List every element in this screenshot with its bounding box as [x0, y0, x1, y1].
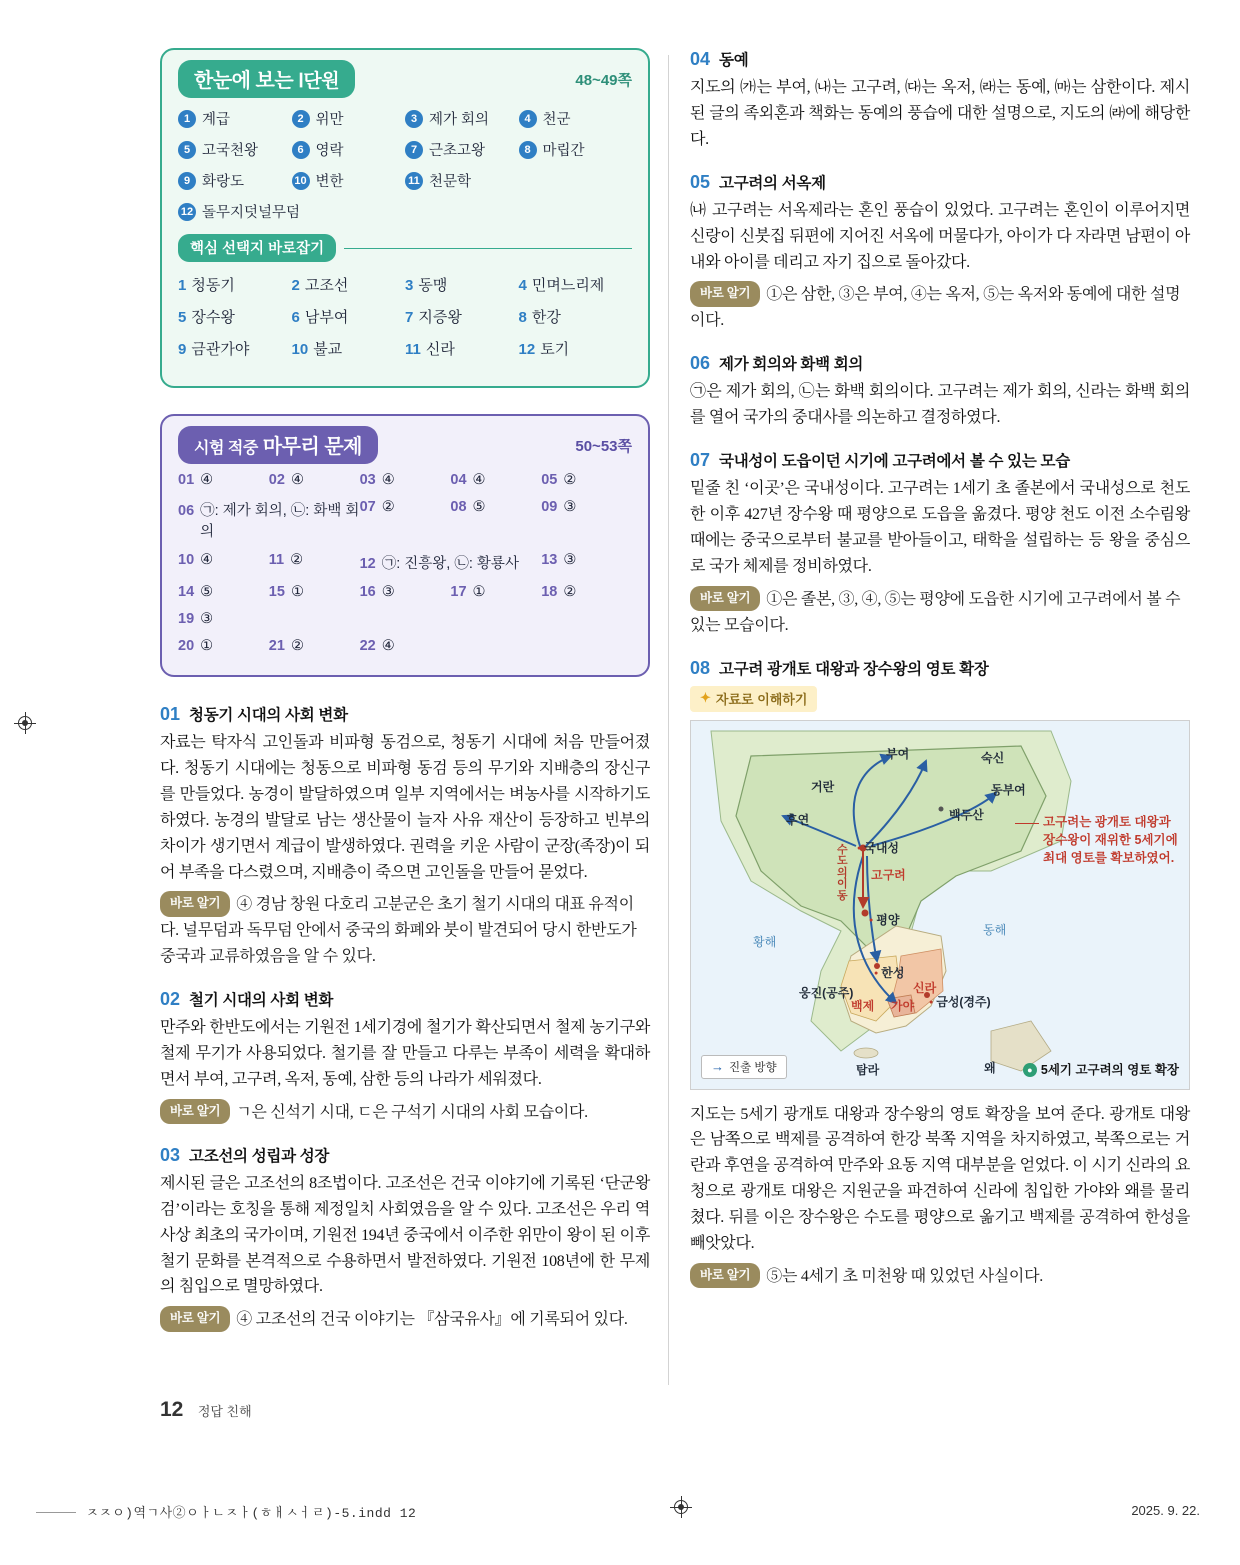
explanation-06: [690, 352, 1190, 431]
term-label: 제가 회의: [429, 112, 490, 128]
note-badge: 바로 알기: [160, 891, 230, 916]
key-choice-label: 토기: [540, 341, 570, 358]
key-choice-number: 10: [291, 341, 309, 358]
explanation-02: [160, 988, 650, 1126]
answer-question-number: 01: [178, 472, 195, 488]
summary-term: [292, 108, 406, 129]
answers-row: [178, 552, 632, 584]
registration-mark-left: [14, 712, 36, 734]
term-number: 6: [292, 141, 310, 159]
explanation-note: [160, 1306, 650, 1333]
answer-cell: [541, 472, 632, 488]
explanation-header: [160, 988, 650, 1010]
map-annotation-text: 고구려는 광개토 대왕과 장수왕이 재위한 5세기에 최대 영토를 확보하였어.: [1043, 814, 1178, 865]
explanation-body: ㉠은 제가 회의, ㉡는 화백 회의이다. 고구려는 제가 회의, 신라는 화백 회의를 열어 국가의 중대사를 의논하고 결정하였다.: [690, 383, 1190, 427]
summary-term: [405, 139, 519, 160]
answer-question-number: 13: [541, 552, 558, 568]
summary-box-title: [178, 60, 355, 98]
answer-question-number: 07: [359, 499, 376, 515]
explanation-number: 07: [690, 450, 711, 471]
term-number: 5: [178, 141, 196, 159]
explanation-header: [690, 449, 1190, 471]
summary-term: [519, 139, 633, 160]
answer-value: ㉠: 제가 회의, ㉡: 화백 회의: [200, 503, 360, 540]
summary-title-text: 한눈에 보는: [194, 70, 294, 92]
summary-term: [405, 170, 519, 191]
explanation-note: [690, 586, 1190, 639]
explanation-body: 만주와 한반도에서는 기원전 1세기경에 철기가 확산되면서 철제 농기구와 철제 무기가 사용되었다. 철기를 잘 만들고 다루는 부족이 세력을 확대하면서 부여, 고구려, 옥저, 동예, 삼한 등의 나라가 세워졌다.: [160, 1019, 650, 1088]
map-place-label: 백제: [851, 998, 875, 1013]
key-choice-item: [405, 338, 519, 359]
answer-value: ①: [472, 584, 486, 600]
answer-question-number: 02: [268, 472, 285, 488]
note-text: ㄱ은 신석기 시대, ㄷ은 구석기 시대의 사회 모습이다.: [236, 1103, 588, 1121]
answer-cell: [360, 472, 451, 488]
term-label: 위만: [315, 112, 344, 128]
map-place-label: 탐라: [856, 1062, 880, 1077]
key-choice-item: [292, 338, 406, 359]
note-badge: 바로 알기: [690, 281, 760, 306]
explanation-08: [690, 657, 1190, 1290]
key-choice-item: [519, 274, 633, 295]
answers-box-pages: 50~53쪽: [575, 437, 632, 455]
answer-question-number: 06: [178, 503, 195, 519]
note-text: ①은 졸본, ③, ④, ⑤는 평양에 도읍한 시기에 고구려에서 볼 수 있는 모습이다.: [690, 590, 1181, 634]
map-caption-text: 5세기 고구려의 영토 확장: [1040, 1062, 1179, 1077]
answer-question-number: 19: [178, 611, 195, 627]
term-label: 계급: [202, 112, 231, 128]
explanation-number: 04: [690, 49, 711, 69]
note-badge: 바로 알기: [160, 1306, 230, 1331]
explanation-body: ㈏ 고구려는 서옥제라는 혼인 풍습이 있었다. 고구려는 혼인이 이루어지면 신랑이 신붓집 뒤편에 지어진 서옥에 머물다가, 아이가 다 자라면 남편이 아내와 아이를 데리고 자기 집으로 돌아갔다.: [690, 201, 1190, 271]
explanation-title: 철기 시대의 사회 변화: [189, 992, 334, 1010]
key-choice-number: 8: [518, 309, 527, 326]
note-badge: 바로 알기: [690, 1263, 760, 1288]
key-choice-item: [178, 274, 292, 295]
note-text: ①은 삼한, ③은 부여, ④는 옥저, ⑤는 옥저와 동예에 대한 설명이다.: [690, 286, 1181, 330]
answer-question-number: 22: [359, 638, 376, 654]
answer-cell: [360, 552, 542, 573]
answer-value: ④: [200, 552, 214, 568]
key-choice-label: 남부여: [304, 309, 349, 326]
explanation-body: 지도의 ㈎는 부여, ㈏는 고구려, ㈐는 옥저, ㈑는 동예, ㈒는 삼한이다. 제시된 글의 족외혼과 책화는 동예의 풍습에 대한 설명으로, 지도의 ㈑에 해당한다.: [690, 79, 1190, 148]
map-place-label: 후연: [786, 812, 810, 827]
answer-cell: [450, 472, 541, 488]
summary-title-unit: Ⅰ단원: [298, 71, 340, 92]
answer-cell: [450, 499, 541, 541]
key-choice-label: 장수왕: [191, 309, 235, 326]
answer-cell: [541, 552, 632, 573]
key-choices-list: [178, 274, 632, 370]
key-choice-item: [292, 274, 406, 295]
answer-cell: [269, 472, 360, 488]
explanation-body: 자료는 탁자식 고인돌과 비파형 동검으로, 청동기 시대에 처음 만들어졌다. 청동기 시대에는 청동으로 비파형 동검 등의 무기와 지배층의 장신구를 만들었다. 농경이 발달하였으며 일부 지역에서는 벼농사를 시작하기도 하였다. 농경의 발달로 남는 생산물이 늘자 사유 재산이 등장하고 빈부의 차이가 생기면서 계급이 발생하였다. 권력을 키운 사람이 군장(족장)이 되어 부족을 다스렸으며, 지배층이 죽으면 고인돌을 만들어 묻었다.: [160, 734, 650, 881]
map-sea-label: 황해: [753, 934, 777, 949]
explanation-04: [690, 48, 1190, 153]
answers-box-title: [178, 426, 378, 464]
summary-term: [178, 201, 405, 222]
key-choice-label: 지증왕: [418, 309, 462, 326]
key-choice-item: [178, 338, 292, 359]
answer-value: ①: [290, 584, 304, 600]
answer-value: ④: [290, 472, 304, 488]
answer-value: ②: [563, 584, 577, 600]
explanation-title: 국내성이 도읍이던 시기에 고구려에서 볼 수 있는 모습: [719, 453, 1070, 471]
note-text: ④ 고조선의 건국 이야기는 『삼국유사』에 기록되어 있다.: [236, 1311, 628, 1329]
star-icon: ✦: [700, 690, 711, 705]
term-number: 8: [519, 141, 537, 159]
term-number: 2: [292, 110, 310, 128]
answer-question-number: 20: [178, 638, 195, 654]
answer-question-number: 15: [268, 584, 285, 600]
key-choice-number: 5: [178, 309, 187, 326]
note-badge: 바로 알기: [690, 586, 760, 611]
answer-question-number: 17: [450, 584, 467, 600]
key-choice-label: 금관가야: [191, 341, 250, 358]
map-place-label: 동부여: [991, 782, 1026, 797]
key-choice-number: 12: [518, 341, 536, 358]
term-label: 영락: [315, 143, 344, 159]
map-place-label: ● 평양: [869, 911, 899, 928]
explanation-body: 밑줄 친 ‘이곳’은 국내성이다. 고구려는 1세기 초 졸본에서 국내성으로 천도한 이후 427년 장수왕 때 평양으로 도읍을 옮겼다. 평양 천도 이전 소수림왕 때에는 중국으로부터 불교를 받아들이고, 태학을 설립하는 등 왕을 중심으로 국가 체제를 정비하였다.: [690, 480, 1190, 575]
answers-box: [160, 414, 650, 677]
map-svg: [691, 721, 1190, 1090]
right-column: [690, 48, 1190, 1308]
answer-value: ③: [563, 499, 577, 515]
answer-question-number: 08: [450, 499, 467, 515]
explanation-header: [160, 1144, 650, 1166]
map-place-label: 숙신: [981, 750, 1005, 765]
answer-question-number: 04: [450, 472, 467, 488]
map-figure: [690, 720, 1190, 1090]
answers-title-text: 마무리 문제: [262, 436, 363, 458]
key-choice-item: [405, 306, 519, 327]
page-number-block: [160, 1398, 252, 1422]
explanation-title: 고구려의 서옥제: [719, 174, 826, 192]
answer-cell: [541, 499, 632, 541]
answer-value: ②: [290, 552, 304, 568]
answer-cell: [269, 584, 360, 600]
map-annotation: [1043, 813, 1183, 867]
registration-mark-bottom: [670, 1496, 692, 1518]
key-choice-number: 2: [291, 277, 300, 294]
term-number: 11: [405, 172, 423, 190]
term-label: 변한: [315, 174, 344, 190]
term-number: 10: [292, 172, 310, 190]
summary-term: [292, 139, 406, 160]
answer-cell: [360, 638, 451, 654]
answer-cell: [269, 638, 360, 654]
key-choice-item: [292, 306, 406, 327]
map-sea-label: 동해: [983, 922, 1007, 937]
answer-value: ①: [200, 638, 214, 654]
answer-value: ②: [290, 638, 304, 654]
summary-term: [178, 139, 292, 160]
key-choice-item: [405, 274, 519, 295]
map-place-label: ● 금성(경주): [929, 993, 991, 1010]
figure-tag: [690, 686, 817, 712]
answers-grid: [178, 472, 632, 665]
key-choice-item: [519, 338, 633, 359]
footer-rule: [36, 1512, 76, 1513]
answer-question-number: 11: [268, 552, 285, 568]
answer-cell: [360, 584, 451, 600]
answer-cell: [178, 499, 360, 541]
answers-row: [178, 499, 632, 552]
explanation-number: 03: [160, 1144, 181, 1165]
map-legend: [701, 1055, 787, 1079]
answer-value: ③: [381, 584, 395, 600]
answer-question-number: 10: [178, 552, 195, 568]
map-place-label: 고구려: [871, 867, 906, 882]
summary-term: [405, 108, 519, 129]
footer-date: 2025. 9. 22.: [1131, 1503, 1200, 1518]
note-badge: 바로 알기: [160, 1099, 230, 1124]
answer-cell: [541, 584, 632, 600]
answer-question-number: 12: [359, 556, 376, 572]
explanation-number: 06: [690, 353, 711, 374]
explanation-number: 01: [160, 704, 181, 724]
summary-box: [160, 48, 650, 388]
key-choice-label: 청동기: [191, 277, 235, 294]
answer-cell: [178, 638, 269, 654]
key-choice-number: 1: [178, 277, 187, 294]
term-number: 4: [519, 110, 537, 128]
answer-cell: [178, 472, 269, 488]
map-caption: [1023, 1062, 1179, 1079]
map-place-label: 웅진(공주): [799, 985, 854, 1000]
answer-value: ④: [381, 472, 395, 488]
answer-question-number: 05: [541, 472, 558, 488]
subheader-rule: [344, 248, 632, 249]
explanation-body: 제시된 글은 고조선의 8조법이다. 고조선은 건국 이야기에 기록된 ‘단군왕검’이라는 호칭을 통해 제정일치 사회였음을 알 수 있다. 고조선은 우리 역사상 최초의 국가이며, 기원전 194년 중국에서 이주한 위만이 왕이 된 이후 철기 문화를 본격적으로 수용하면서 발전하였다. 기원전 108년에 한 무제의 침입으로 멸망하였다.: [160, 1174, 650, 1296]
map-place-label: ● 국내성: [857, 839, 899, 856]
explanation-08-number: 08: [690, 657, 711, 678]
answer-value: ④: [381, 638, 395, 654]
explanation-header: [690, 171, 1190, 193]
explanations-right: [690, 48, 1190, 639]
column-divider: [668, 55, 669, 1385]
page-number: 12: [160, 1398, 184, 1421]
term-label: 천군: [542, 112, 571, 128]
key-choices-title: 핵심 선택지 바로잡기: [178, 234, 336, 262]
explanation-08-body: 지도는 5세기 광개토 대왕과 장수왕의 영토 확장을 보여 준다. 광개토 대왕은 남쪽으로 백제를 공격하여 한강 북쪽 지역을 차지하였고, 북쪽으로는 거란과 후연을 공격하여 만주와 요동 지역 대부분을 얻었다. 이 시기 신라의 요청으로 광개토 대왕은 지원군을 파견하여 신라에 침입한 가야와 왜를 물리쳤다. 뒤를 이은 장수왕은 수도를 평양으로 옮기고 백제를 공격하여 한성을 빼앗았다.: [690, 1105, 1190, 1253]
key-choice-number: 9: [178, 341, 187, 358]
caption-marker-icon: ●: [1023, 1063, 1037, 1077]
answer-value: ②: [381, 499, 395, 515]
key-choice-label: 불교: [313, 341, 343, 358]
answers-row: [178, 638, 632, 665]
answer-question-number: 09: [541, 499, 558, 515]
summary-term: [178, 108, 292, 129]
figure-tag-label: 자료로 이해하기: [715, 691, 808, 707]
explanation-header: [690, 48, 1190, 70]
answer-value: ④: [472, 472, 486, 488]
term-label: 마립간: [542, 143, 585, 159]
answer-value: ④: [200, 472, 214, 488]
page-label: 정답 친해: [197, 1404, 252, 1419]
explanation-header: [160, 703, 650, 725]
answer-cell: [178, 611, 269, 627]
explanation-note: [160, 1099, 650, 1126]
key-choice-number: 7: [405, 309, 414, 326]
map-place-label: 가야: [891, 998, 915, 1013]
explanation-note: [690, 281, 1190, 334]
answer-cell: [269, 552, 360, 573]
answer-question-number: 03: [359, 472, 376, 488]
key-choice-number: 4: [518, 277, 527, 294]
map-place-label: ● 한성: [874, 964, 904, 981]
arrow-icon: →: [711, 1059, 724, 1074]
key-choice-label: 한강: [531, 309, 561, 326]
term-number: 1: [178, 110, 196, 128]
answer-question-number: 18: [541, 584, 558, 600]
explanation-03: [160, 1144, 650, 1333]
answer-cell: [450, 584, 541, 600]
explanation-header: [690, 352, 1190, 374]
summary-term: [178, 170, 292, 191]
map-place-label: 왜: [984, 1060, 996, 1075]
key-choice-item: [178, 306, 292, 327]
answer-value: ②: [563, 472, 577, 488]
explanation-05: [690, 171, 1190, 335]
key-choice-label: 신라: [425, 341, 455, 358]
answers-title-small: 시험 적중: [194, 440, 258, 457]
answers-box-header: [178, 426, 632, 464]
answer-cell: [178, 552, 269, 573]
summary-box-header: [178, 60, 632, 98]
explanation-08-header: [690, 657, 1190, 679]
explanation-07: [690, 449, 1190, 638]
explanation-number: 02: [160, 989, 181, 1010]
answers-row: [178, 584, 632, 638]
key-choice-item: [519, 306, 633, 327]
summary-term-list: [178, 108, 632, 232]
key-choices-subheader: [178, 234, 632, 262]
explanation-number: 05: [690, 171, 711, 192]
term-label: 근초고왕: [429, 143, 486, 159]
footer-filename: ㅈㅈㅇ)역ㄱ사②ㅇㅏㄴㅈㅏ(ㅎㅐㅅㅓㄹ)-5.indd 12: [86, 1506, 417, 1521]
answer-cell: [178, 584, 269, 600]
map-place-label: 신라: [913, 980, 937, 995]
answer-value: ㉠: 진흥왕, ㉡: 황룡사: [381, 556, 519, 572]
explanation-title: 제가 회의와 화백 회의: [719, 356, 864, 374]
explanations-left: [160, 703, 650, 1333]
answer-question-number: 16: [359, 584, 376, 600]
summary-term: [519, 108, 633, 129]
explanation-title: 동예: [719, 52, 749, 69]
answer-value: ⑤: [200, 584, 214, 600]
explanation-note: [160, 891, 650, 970]
term-label: 화랑도: [202, 174, 245, 190]
term-number: 9: [178, 172, 196, 190]
answers-row: [178, 472, 632, 499]
summary-term: [292, 170, 406, 191]
term-label: 돌무지덧널무덤: [202, 205, 301, 221]
answer-value: ③: [200, 611, 214, 627]
map-place-label: 백두산: [949, 807, 984, 822]
key-choice-label: 동맹: [418, 277, 448, 294]
explanation-01: [160, 703, 650, 970]
map-place-label: 거란: [811, 779, 835, 794]
explanation-08-title: 고구려 광개토 대왕과 장수왕의 영토 확장: [719, 660, 989, 678]
left-column: [160, 48, 650, 1351]
explanation-08-note: [690, 1263, 1190, 1290]
key-choice-label: 고조선: [304, 277, 349, 294]
map-legend-label: 진출 방향: [729, 1061, 777, 1074]
key-choice-number: 11: [405, 341, 421, 358]
key-choice-number: 6: [291, 309, 300, 326]
term-number: 12: [178, 203, 196, 221]
term-label: 천문학: [429, 174, 472, 190]
capital-move-label: 수 도 의 이 동: [837, 843, 848, 902]
answer-cell: [360, 499, 451, 541]
key-choice-number: 3: [405, 277, 414, 294]
explanation-title: 청동기 시대의 사회 변화: [189, 707, 348, 724]
answer-question-number: 14: [178, 584, 195, 600]
term-number: 7: [405, 141, 423, 159]
explanation-title: 고조선의 성립과 성장: [189, 1147, 330, 1165]
term-label: 고국천왕: [202, 143, 259, 159]
map-place-label: 부여: [886, 746, 910, 761]
answer-value: ③: [563, 552, 577, 568]
note-text: ④ 경남 창원 다호리 고분군은 초기 철기 시대의 대표 유적이다. 널무덤과 독무덤 안에서 중국의 화폐와 붓이 발견되어 당시 한반도가 중국과 교류하였음을 알 수 있다.: [160, 896, 637, 966]
note-text: ⑤는 4세기 초 미천왕 때 있었던 사실이다.: [766, 1267, 1043, 1285]
answer-question-number: 21: [268, 638, 285, 654]
key-choice-label: 민며느리제: [531, 277, 605, 294]
term-number: 3: [405, 110, 423, 128]
answer-value: ⑤: [472, 499, 486, 515]
summary-box-pages: 48~49쪽: [575, 71, 632, 89]
